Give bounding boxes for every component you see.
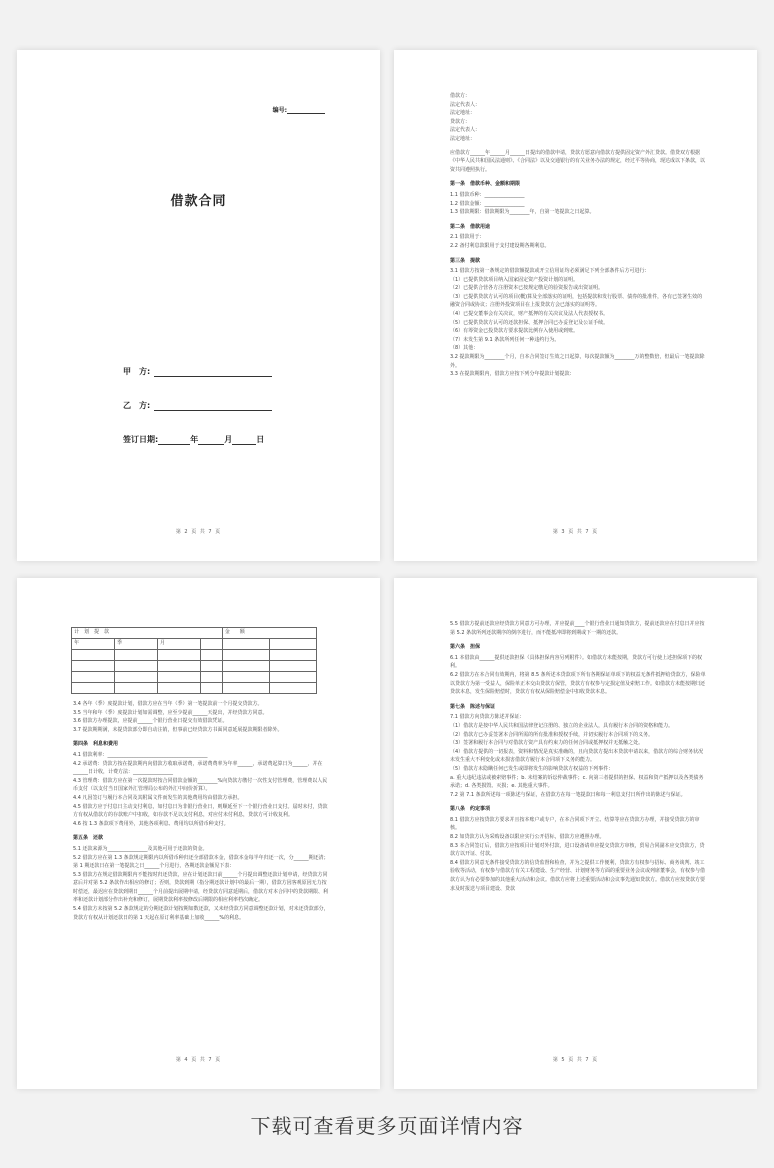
table-cell — [222, 639, 269, 650]
clause: 7.2 第 7.1 条款所述每一项陈述与保证，在借款方在每一笔提款日和每一利息支付日所作出的陈述与保证。 — [450, 791, 686, 798]
clause: 8.4 借款方同意无条件接受贷款方的信贷监督和检查，并为之提供工作便利，贷款方有权参与招标、商务谈判、竣工验收等活动，有权参与借款方有关工程建设、生产经营、计划财务等方面的重要业务会议或列席董事会，有权参与借款方认为有必要参加的其他重大活动和会议。借款方应将上述重要活动和会议事先通知贷款方。借款方应按贷款方要求及时报送与项目建设、贷款 — [450, 859, 706, 892]
party-a-field — [123, 366, 272, 377]
clause: （1）已提供贷款项目纳入国家固定资产投资计划的证明。 — [450, 276, 579, 283]
clause: 2.2 备付利息款限用于支付建设期各期利息。 — [450, 242, 550, 249]
section-heading: 第一条 借款币种、金额和期限 — [450, 181, 521, 188]
table-sub-cell: 年 — [72, 639, 115, 650]
download-more-caption: 下载可查看更多页面详情内容 — [250, 1114, 524, 1138]
contract-page-4 — [394, 578, 757, 1089]
page-number: 第 2 页 共 7 页 — [175, 529, 222, 535]
party-line: 借款方： — [450, 93, 471, 99]
clause: （7）未发生第 9.1 条款所列任何一种违约行为。 — [450, 336, 560, 343]
table-row — [72, 639, 317, 650]
table-header-cell: 计 划 提 款 — [72, 628, 223, 639]
clause: 7.1 借款方向贷款方陈述并保证： — [450, 714, 525, 721]
clause: 8.3 本合同签订后，借款方应按项目计划对外付款，进口设备请单应提交贷款方审核，贸易合同副本应交贷款方，贷款方以开证、付款。 — [450, 842, 705, 858]
page-4-body — [450, 620, 707, 893]
table-row — [72, 650, 317, 661]
serial-number-field — [273, 105, 325, 114]
clause: （2）已提供合营各方注册资本已按规定缴足的验资报告或出资证明。 — [450, 285, 604, 292]
section-heading: 第二条 借款用途 — [450, 223, 491, 230]
table-row — [72, 672, 317, 683]
clause: 4.3 管理费：借款方应在第一次提款时按合同借款金额的________%向贷款方缴付一次性支付管理费，管理费以人民币支付（以支付当日国家外汇管理局公布的外汇中间价折算）。 — [73, 777, 328, 793]
serial-label: 编号: — [272, 107, 287, 114]
clause: （2）借款方已办妥签署本合同所需的所有批准和授权手续，并切实履行本合同项下的义务。 — [450, 731, 654, 738]
clause: （5）借款方未隐瞒任何已发生或即将发生的影响贷款方权益的下列事件： — [450, 765, 614, 772]
clause: 8.1 借款方应按贷款方要求并且按本账户或专户，在本合同项下开立、结算等应在贷款方办理，并接受贷款方的审核。 — [450, 816, 700, 832]
party-b-field — [123, 400, 272, 411]
clause: （1）借款方是按中华人民共和国法律登记注册的、独立的企业法人，具有履行本合同的资格和能力。 — [450, 722, 674, 729]
clause: 3.2 提款期限为________个月，自本合同签订生效之日起算，每次提款额为________万的整数倍，但最后一笔提款除外。 — [450, 354, 705, 369]
clause: 3.1 借款方按第一条规定的借款额提款或开立信用证均必须满足下列全部条件后方可进行： — [450, 268, 650, 275]
clause: 3.6 借款方办理提款，应提前______个银行营业日提交有效借款凭证。 — [73, 718, 228, 725]
clause: （5）已提供贷款方认可的还款担保、抵押合同已办妥登记及公证手续。 — [450, 319, 609, 326]
contract-title: 借款合同 — [170, 194, 227, 209]
table-sub-cell: 季 — [115, 639, 158, 650]
clause: 2.1 借款用于： — [450, 234, 485, 241]
clause: （4）借款方提供的一切报表，资料和情况是真实准确的，且向贷款方提出本贷款申请以来，借款方的综合财务状况未发生重大不利变化或未损害借款方履行本合同项下义务的能力。 — [450, 748, 704, 764]
party-line: 法定代表人： — [450, 101, 481, 108]
clause: 4.6 按 1.3 条款项下费用外，其他各项利息、费用均以所借币种支付。 — [73, 820, 229, 827]
party-b-blank — [154, 401, 272, 411]
page-number: 第 5 页 共 7 页 — [552, 1057, 599, 1063]
clause: （3）已提供贷款方认可的项目(概)算及全部落实的证明，包括提款和发行股票、债券的批准件，各有已签署生效的融资合同或协议；注册外投资项目在上报贷款方会已落实的证明等。 — [450, 293, 703, 309]
clause: 1.3 借款期限：借款期限为________年，自第一笔提款之日起算。 — [450, 209, 595, 216]
party-line: 法定地址： — [450, 135, 476, 142]
party-line: 法定地址： — [450, 110, 476, 117]
clause: 4.4 凡因签订与履行本合同及其附属文件而发生的其他费用均由借款方承担。 — [73, 794, 243, 801]
clause: 3.5 当年和年（季）度提款计划如需调整，应至少提前______天提出，并经贷款方同意。 — [73, 709, 268, 716]
intro-paragraph: 应借款方______年______月______日提出的借款申请，贷款方愿意向借款方提供固定资产外汇贷款。借贷双方根据《中华人民共和国民法通则》、《合同法》以及交通银行的有关业务办法的规定，经过平等协商，现达成以下条款，以资共同遵照执行。 — [450, 149, 706, 173]
clause: 5.2 借款方应在第 1.3 条款规定期限内以所借币种归还全部借款本金，借款本金每半年归还一次，分______期还清；第 1 期还款日在第一笔提款之日______个月进行，各期还款金额见下表： — [73, 854, 329, 870]
clause: 4.1 借款利率：________________________________________ — [73, 751, 208, 758]
year-label: 年 — [190, 435, 199, 444]
clause: 4.2 承诺费：贷款方按在提款期内向借款方收取承诺费，承诺费费率为年率______，承诺费起算日为______，并在______日计收，计费方法：________________ — [73, 760, 323, 776]
contract-page-3 — [17, 578, 380, 1089]
year-blank — [158, 435, 190, 445]
contract-page-cover — [17, 50, 380, 561]
serial-blank — [287, 106, 325, 114]
party-line: 贷款方： — [450, 118, 471, 125]
day-label: 日 — [256, 435, 265, 444]
clause: 1.2 借款金额：________________ — [450, 200, 525, 207]
page-number: 第 4 页 共 7 页 — [175, 1057, 222, 1063]
table-row — [72, 628, 317, 639]
sign-date-label: 签订日期: — [123, 435, 159, 444]
section-heading: 第七条 陈述与保证 — [450, 703, 496, 710]
section-heading: 第四条 利息和费用 — [73, 741, 119, 748]
clause: 6.1 本借款由______提供还款担保（具体担保内容另列附件）。如借款方未能按期，贷款方可行使上述担保项下的权利。 — [450, 654, 703, 670]
clause: 4.5 借款方应于付息日主动支付利息，如付息日为非银行营业日，则顺延至下一个银行营业日支付。届时未付，贷款方有权从借款方的存款账户中扣收，如存款不足以支付利息，对应付未付利息，贷款方可计收复利。 — [73, 803, 328, 819]
table-cell — [269, 639, 316, 650]
contract-page-2 — [394, 50, 757, 561]
page-2-body — [450, 92, 707, 379]
month-label: 月 — [224, 435, 233, 444]
table-header-cell: 金 额 — [222, 628, 316, 639]
clause: 1.1 借款币种：________________ — [450, 191, 525, 198]
clause: 3.4 各年（季）度提款计划，借款方应在当年（季）第一笔提款前一个月提交贷款方。 — [73, 701, 263, 707]
month-blank — [198, 435, 224, 445]
section-heading: 第六条 担保 — [450, 644, 481, 651]
party-a-label: 甲 方: — [123, 367, 151, 376]
clause: 5.1 还款来源为________________及其他可用于还款的资金。 — [73, 845, 208, 852]
clause: 8.2 如贷款方认为采购设备以限应实行公开招标，借款方应遵照办理。 — [450, 834, 605, 841]
clause: 6.2 借款方在本合同有效期内，将第 8.5 条所述本贷款项下所有各期保证单项下的权益无条件抵押给贷款方，保险单以贷款方为第一受益人，保险单正本交由贷款方保管，贷款方有权参与定损定值及索赔工作。如借款方未能按期归还贷款本息，发生保险赔偿时，贷款方有权从保险赔偿金中扣收贷款本息。 — [450, 671, 706, 696]
party-line: 法定代表人： — [450, 127, 481, 134]
withdrawal-plan-table — [71, 627, 317, 694]
clause: 5.4 借款方未按第 5.2 条款规定的分期还款计划按期如数还款，又未经贷款方同意调整还款计划，对未还贷款部分，贷款方有权从计划还款日的第 1 天起在原订利率基础上加收______%的利息。 — [73, 906, 329, 921]
sign-date-field — [123, 434, 264, 445]
clause: （4）已提交董事会有关决议，财产抵押的有关决议及法人代表授权书。 — [450, 311, 609, 318]
clause: 3.7 提款期期满，未提贷款部分即自动注销，但事前已经贷款方书面同意延展提款期限者除外。 — [73, 726, 283, 733]
table-sub-cell: 月 — [158, 639, 201, 650]
page-number: 第 3 页 共 7 页 — [552, 529, 599, 535]
party-b-label: 乙 方: — [123, 401, 151, 410]
clause: a. 重大违纪违法或被索赔事件；b. 未结案的诉讼仲裁事件；c. 向第三者提供的担保、权益和资产抵押以及各类债务承诺；d. 各类损毁、灭损；e. 其他重大事件。 — [450, 774, 704, 790]
section-heading: 第八条 约定事项 — [450, 806, 491, 813]
section-heading: 第五条 还款 — [73, 835, 104, 842]
clause: 5.5 借款方提前还款应经贷款方同意方可办理，并应提前____个银行营业日通知贷款方，提前还款应在付息日并应按第 5.2 条款所列还款期序的倒序进行，而不能抵冲即将到期或下一期的还款。 — [450, 621, 705, 636]
page-3-body — [73, 700, 330, 922]
clause: （3）签署和履行本合同与对借款方资产具有约束力的任何合同或抵押权并无抵触之处。 — [450, 740, 644, 747]
clause: （6）有筹资金已投贷款方要求提款比例存入使用或到账。 — [450, 328, 579, 335]
clause: （8）其他： — [450, 345, 479, 352]
table-cell — [201, 639, 223, 650]
table-row — [72, 683, 317, 694]
clause: 3.3 在提款期限内，借款方应按下列分年提款计划提款： — [450, 371, 575, 378]
party-a-blank — [154, 367, 272, 377]
clause: 5.3 借款方在规定借款期限内不能按时归还贷款，应在计划还款日前______个月提出调整还款计划申请，经贷款方同意后并对第 5.2 条款作出相应的修订；否则，贷款到期（指分期还款计划中的最后一期），借款方因客观原因无力按时偿还，最迟应在贷款到期日______个月前提出展期申请，经贷款方同意延期后，借款方对本合同中的贷款期限、利率和还款计划部分作出补充和修订，展期贷款利率按修改后期限的相应利率档次确定。 — [73, 871, 329, 904]
day-blank — [232, 435, 256, 445]
section-heading: 第三条 提款 — [450, 257, 481, 264]
table-row — [72, 661, 317, 672]
